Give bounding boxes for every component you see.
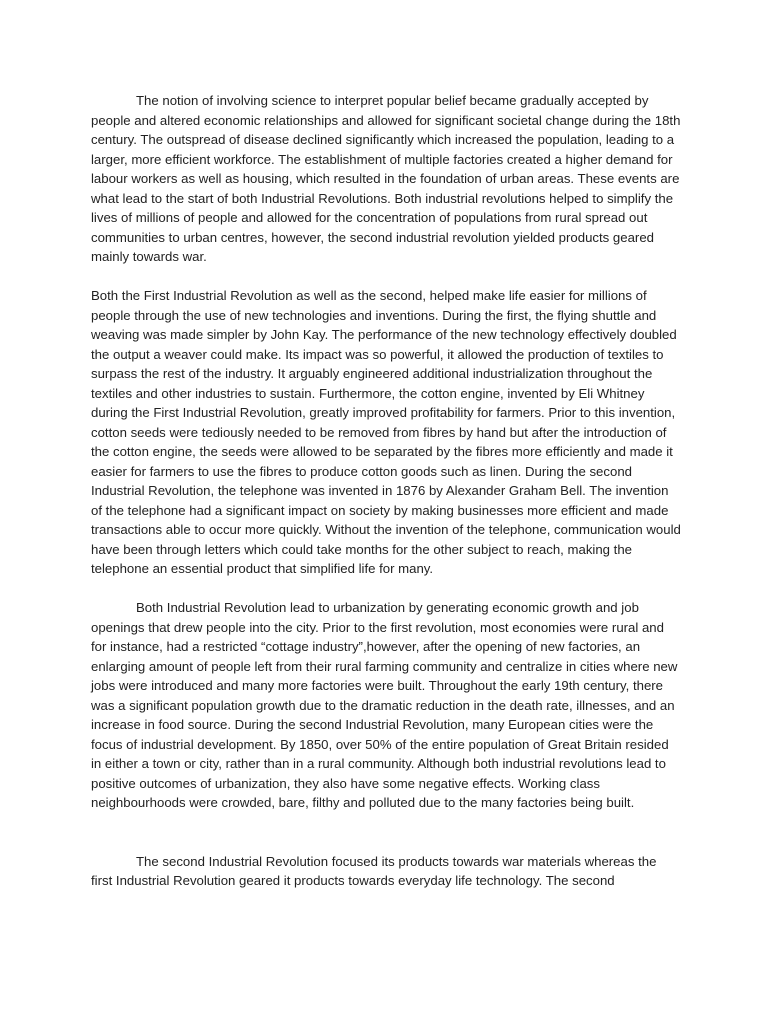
paragraph-war-products: The second Industrial Revolution focused its products towards war materials whereas the first Industrial Revolution geared it products towards everyday life technology. The second [91,853,657,888]
paragraph-technologies: Both the First Industrial Revolution as well as the second, helped make life easier for millions of people through the use of new technologies and inventions. During the first, the flying shuttle and weaving was made simpler by John Kay. The performance of the new technology effectively doubled the output a weaver could make. Its impact was so powerful, it allowed the production of textiles to surpass the rest of the industry. It arguably engineered additional industrialization throughout the textiles and other industries to sustain. Furthermore, the cotton engine, invented by Eli Whitney during the First Industrial Revolution, greatly improved profitability for farmers. Prior to this invention, cotton seeds were tediously needed to be removed from fibres by hand but after the introduction of the cotton engine, the seeds were allowed to be separated by the fibres more efficiently and made it easier for farmers to use the fibres to produce cotton goods such as linen. During the second Industrial Revolution, the telephone was invented in 1876 by Alexander Graham Bell. The invention of the telephone had a significant impact on society by making businesses more efficient and made transactions able to occur more quickly. Without the invention of the telephone, communication would have been through letters which could take months for the other subject to reach, making the telephone an essential product that simplified life for many. [91,288,681,576]
paragraph-intro: The notion of involving science to interpret popular belief became gradually accepted by people and altered economic relationships and allowed for significant societal change during the 18th century. The outspread of disease declined significantly which increased the population, leading to a larger, more efficient workforce. The establishment of multiple factories created a higher demand for labour workers as well as housing, which resulted in the foundation of urban areas. These events are what lead to the start of both Industrial Revolutions. Both industrial revolutions helped to simplify the lives of millions of people and allowed for the concentration of populations from rural spread out communities to urban centres, however, the second industrial revolution yielded products geared mainly towards war. [91,93,681,264]
document-page [91,91,681,891]
paragraph-urbanization: Both Industrial Revolution lead to urbanization by generating economic growth and job openings that drew people into the city. Prior to the first revolution, most economies were rural and for instance, had a restricted “cottage industry”,however, after the opening of new factories, an enlarging amount of people left from their rural farming community and centralize in cities where new jobs were introduced and many more factories were built. Throughout the early 19th century, there was a significant population growth due to the dramatic reduction in the death rate, illnesses, and an increase in food source. During the second Industrial Revolution, many European cities were the focus of industrial development. By 1850, over 50% of the entire population of Great Britain resided in either a town or city, rather than in a rural community. Although both industrial revolutions lead to positive outcomes of urbanization, they also have some negative effects. Working class neighbourhoods were crowded, bare, filthy and polluted due to the many factories being built. [91,600,678,810]
